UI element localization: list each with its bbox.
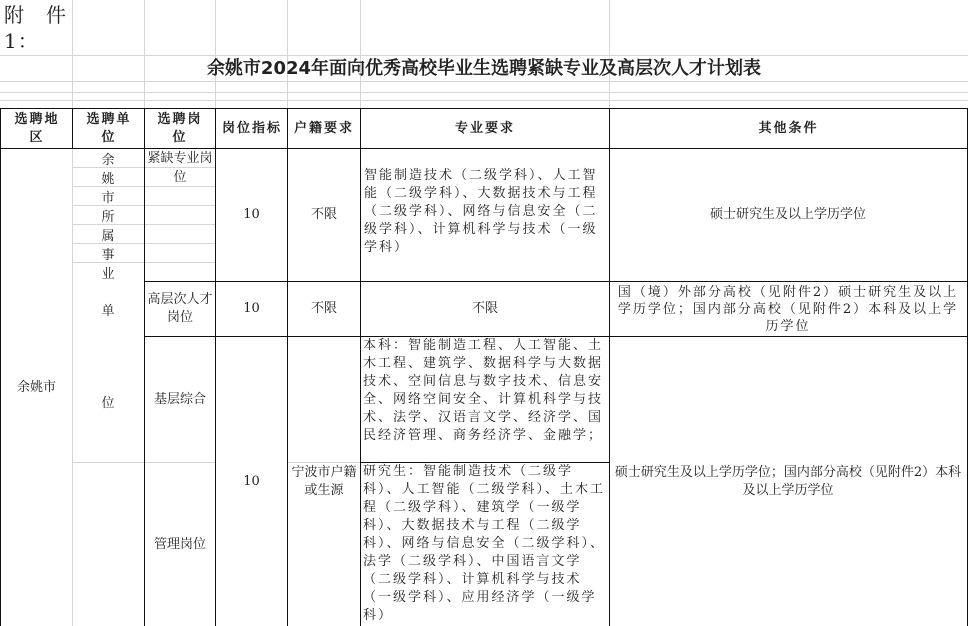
header-region: 选聘地区 — [14, 111, 60, 145]
unit-char: 属 — [101, 229, 115, 244]
quota-3: 10 — [243, 473, 260, 489]
hukou-1: 不限 — [310, 207, 337, 222]
attachment-label: 附 件1： — [4, 3, 67, 53]
gridline — [0, 92, 968, 93]
unit-char: 业 — [101, 267, 115, 282]
header-post: 选聘岗位 — [157, 111, 203, 145]
post-grassroots-b: 管理岗位 — [153, 536, 206, 552]
major-1: 智能制造技术（二级学科）、人工智能（二级学科）、大数据技术与工程（二级学科）、网络与信息安全（二级学科）、计算机科学与技术（一级学科） — [364, 168, 598, 255]
post-shortage: 紧缺专业岗位 — [147, 151, 213, 185]
quota-1: 10 — [243, 207, 260, 222]
major-2: 不限 — [471, 301, 498, 316]
table-border — [609, 108, 610, 626]
header-unit: 选聘单位 — [86, 111, 132, 145]
other-2: 国（境）外部分高校（见附件2）硕士研究生及以上学历学位；国内部分高校（见附件2）本科及以上学历学位 — [617, 284, 959, 334]
unit-char: 余 — [101, 153, 115, 168]
major-3-grad: 研究生：智能制造技术（二级学科）、人工智能（二级学科）、土木工程（二级学科）、建筑学（一级学科）、大数据技术与工程（二级学科）、网络与信息安全（二级学科）、法学（二级学科）、中国语言文学（二级学科）、计算机科学与技术（一级学科）、应用经济学（一级学科） — [363, 464, 606, 623]
header-other: 其他条件 — [758, 120, 819, 136]
header-hukou: 户籍要求 — [294, 120, 355, 136]
unit-char: 单 — [101, 304, 115, 319]
unit-char: 事 — [101, 248, 115, 263]
header-major: 专业要求 — [454, 120, 515, 136]
unit-char: 位 — [101, 396, 115, 411]
header-quota: 岗位指标 — [222, 120, 283, 136]
quota-2: 10 — [243, 301, 260, 316]
gridline — [0, 81, 968, 82]
post-grassroots-a: 基层综合 — [153, 391, 206, 407]
table-border — [72, 108, 73, 148]
unit-char: 市 — [101, 191, 115, 206]
major-3-undergrad: 本科：智能制造工程、人工智能、土木工程、建筑学、数据科学与大数据技术、空间信息与数字技术、信息安全、网络空间安全、计算机科学与技术、法学、汉语言文学、经济学、国民经济管理、商务经济学、金融学； — [363, 338, 604, 443]
page-title: 余姚市2024年面向优秀高校毕业生选聘紧缺专业及高层次人才计划表 — [206, 57, 762, 79]
other-3: 硕士研究生及以上学历学位；国内部分高校（见附件2）本科及以上学历学位 — [614, 464, 962, 498]
unit-char: 姚 — [101, 172, 115, 187]
gridline — [0, 100, 968, 101]
hukou-3: 宁波市户籍或生源 — [291, 464, 357, 498]
table-border — [360, 108, 361, 626]
other-1: 硕士研究生及以上学历学位 — [709, 207, 866, 222]
region-cell: 余姚市 — [16, 379, 56, 395]
post-high-level: 高层次人才岗位 — [147, 292, 213, 325]
hukou-2: 不限 — [310, 301, 337, 316]
unit-char: 所 — [101, 210, 115, 225]
